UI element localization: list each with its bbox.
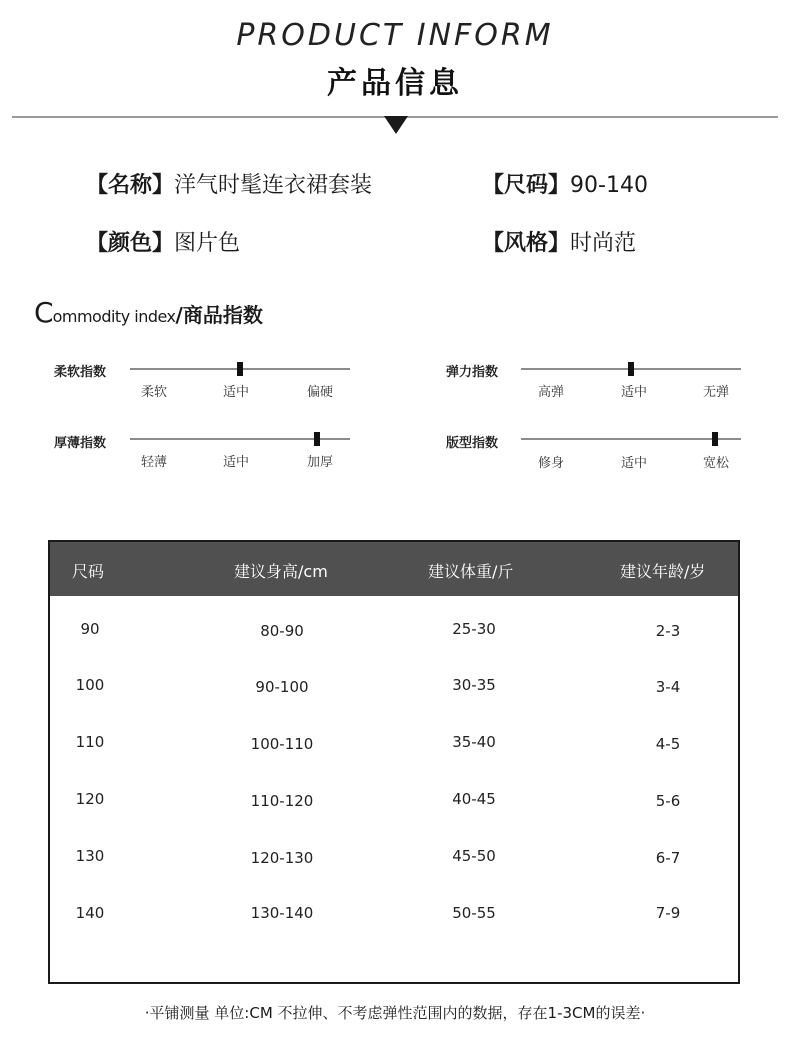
table-cell: 120-130 xyxy=(250,849,314,867)
table-header-cell: 建议体重/斤 xyxy=(428,562,514,581)
index-name: 厚薄指数 xyxy=(54,436,107,451)
commodity-index-title xyxy=(34,296,263,329)
table-cell: 2-3 xyxy=(655,622,681,640)
table-cell: 3-4 xyxy=(655,678,681,696)
index-option: 宽松 xyxy=(702,456,729,471)
title-english: PRODUCT INFORM xyxy=(236,18,554,53)
table-cell: 130 xyxy=(75,847,105,865)
table-cell: 5-6 xyxy=(655,792,681,810)
table-cell: 90 xyxy=(80,620,100,638)
index-marker xyxy=(628,362,634,376)
commodity-title-cn: /商品指数 xyxy=(175,303,263,327)
info-color xyxy=(86,226,240,257)
table-cell: 25-30 xyxy=(452,620,496,638)
commodity-title-rest: ommodity index xyxy=(52,307,176,326)
index-option: 无弹 xyxy=(702,385,729,400)
size-table xyxy=(48,540,740,984)
table-cell: 100-110 xyxy=(250,735,314,753)
table-cell: 40-45 xyxy=(452,790,496,808)
table-cell: 110-120 xyxy=(250,792,314,810)
table-cell: 110 xyxy=(75,733,105,751)
table-cell: 50-55 xyxy=(452,904,496,922)
index-name: 柔软指数 xyxy=(54,365,107,380)
info-name-value: 洋气时髦连衣裙套装 xyxy=(174,173,373,198)
info-name xyxy=(86,168,372,199)
index-name: 弹力指数 xyxy=(446,365,499,380)
commodity-title-initial: C xyxy=(34,296,53,329)
table-cell: 140 xyxy=(75,904,105,922)
info-size-value: 90-140 xyxy=(570,173,648,198)
index-option: 轻薄 xyxy=(140,455,167,470)
info-color-label: 【颜色】 xyxy=(86,231,175,256)
table-cell: 80-90 xyxy=(260,622,304,640)
table-cell: 30-35 xyxy=(452,676,496,694)
table-cell: 90-100 xyxy=(255,678,309,696)
measurement-note: ·平铺测量 单位:CM 不拉伸、不考虑弹性范围内的数据，存在1-3CM的误差· xyxy=(144,1004,646,1022)
down-arrow-icon xyxy=(384,116,408,134)
title-chinese: 产品信息 xyxy=(327,66,463,101)
index-option: 偏硬 xyxy=(306,385,333,400)
table-cell: 4-5 xyxy=(655,735,681,753)
index-option: 适中 xyxy=(222,385,249,400)
info-style-value: 时尚范 xyxy=(570,231,637,256)
table-header-cell: 建议年龄/岁 xyxy=(620,562,706,581)
index-option: 适中 xyxy=(222,455,249,470)
info-style xyxy=(482,226,636,257)
index-marker xyxy=(314,432,320,446)
table-cell: 100 xyxy=(75,676,105,694)
table-header xyxy=(50,542,738,596)
table-cell: 45-50 xyxy=(452,847,496,865)
info-style-label: 【风格】 xyxy=(482,231,571,256)
index-name: 版型指数 xyxy=(446,436,499,451)
index-option: 加厚 xyxy=(306,455,333,470)
info-name-label: 【名称】 xyxy=(86,173,175,198)
index-option: 柔软 xyxy=(140,385,167,400)
table-cell: 120 xyxy=(75,790,105,808)
index-option: 修身 xyxy=(537,456,564,471)
table-header-cell: 建议身高/cm xyxy=(234,562,328,581)
table-cell: 6-7 xyxy=(655,849,681,867)
index-marker xyxy=(712,432,718,446)
table-cell: 35-40 xyxy=(452,733,496,751)
info-size xyxy=(482,168,648,199)
info-size-label: 【尺码】 xyxy=(482,173,571,198)
index-option: 高弹 xyxy=(537,385,564,400)
info-color-value: 图片色 xyxy=(174,231,241,256)
table-cell: 7-9 xyxy=(655,904,681,922)
index-option: 适中 xyxy=(620,456,647,471)
index-marker xyxy=(237,362,243,376)
table-cell: 130-140 xyxy=(250,904,314,922)
index-track xyxy=(521,438,741,440)
table-header-cell: 尺码 xyxy=(72,562,105,581)
index-option: 适中 xyxy=(620,385,647,400)
